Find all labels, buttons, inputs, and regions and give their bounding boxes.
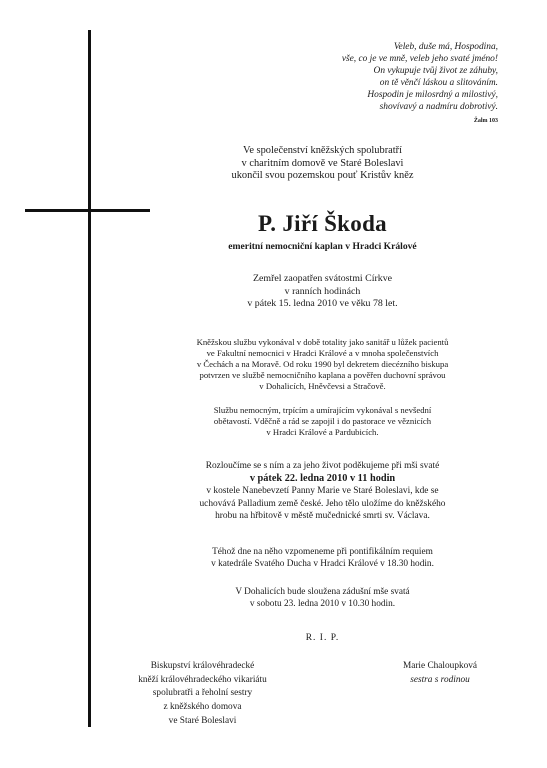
signature-name: Marie Chaloupková [402,661,478,671]
funeral-intro: Rozloučíme se s ním a za jeho život poděkujeme při mši svaté [205,461,440,471]
requiem-notice [120,546,525,571]
psalm-line: Veleb, duše má, Hospodina, [393,42,498,52]
signature-line: ve Staré Boleslavi [168,715,237,726]
funeral-date: v pátek 22. ledna 2010 v 11 hodin [249,472,396,484]
biography-line: Službu nemocným, trpícím a umírajícím vykonával s nevšední [213,405,432,415]
biography-line: potvrzen ve službě nemocničního kaplana a pověřen duchovní správou [199,370,446,381]
psalm-line: vše, co je ve mně, veleb jeho svaté jméno! [341,54,498,65]
memorial-mass-notice [120,586,525,611]
biography-line: v Čechách a na Moravě. Od roku 1990 byl dekretem diecézního biskupa [196,359,449,370]
intro-line: v charitním domově ve Staré Boleslavi [241,157,404,169]
signature-subtitle: sestra s rodinou [410,674,470,685]
psalm-line: shovívavý a nadmíru dobrotivý. [379,102,498,113]
intro-line: ukončil svou pozemskou pouť Kristův kněz [231,170,414,181]
psalm-line: Hospodin je milosrdný a milostivý, [367,90,498,101]
deceased-role: emeritní nemocniční kaplan v Hradci Králové [228,241,417,252]
funeral-line: uchovává Palladium země české. Jeho tělo uložíme do kněžského [199,498,446,509]
rip-text: R. I. P. [305,633,340,643]
cross-vertical-bar [88,30,91,727]
psalm-line: On vykupuje tvůj život ze záhuby, [373,66,498,77]
psalm-quote [198,41,498,127]
biography-line: v Dohalicích, Hněvčevsi a Stračově. [259,381,386,392]
intro-line: Ve společenství kněžských spolubratří [243,145,402,156]
signature-line: spolubratři a řeholní sestry [152,688,253,699]
mass-line: v sobotu 23. ledna 2010 v 10.30 hodin. [249,599,396,610]
biography-paragraph-1 [120,337,525,392]
death-line: v pátek 15. ledna 2010 ve věku 78 let. [247,298,398,310]
funeral-announcement [120,460,525,523]
signature-line: z kněžského domova [163,702,242,713]
psalm-line: on tě věnčí láskou a slitováním. [379,78,498,89]
intro-text [120,145,525,183]
biography-line: v Hradci Králové a Pardubicích. [266,427,379,438]
biography-line: obětavostí. Vděčně a rád se zapojil i do pastorace ve věznicích [213,416,432,427]
death-line: v ranních hodinách [284,285,361,297]
biography-paragraph-2 [120,405,525,438]
signatures-left [130,660,275,729]
requiem-line: v katedrále Svatého Ducha v Hradci Králové v 18.30 hodin. [211,559,434,570]
signatures-right [380,660,500,687]
funeral-line: v kostele Nanebevzetí Panny Marie ve Staré Boleslavi, kde se [206,486,439,496]
funeral-line: hrobu na hřbitově v městě mučednické smrti sv. Václava. [215,511,430,521]
death-line: Zemřel zaopatřen svátostmi Církve [252,273,393,284]
deceased-name: P. Jiří Škoda [258,211,387,236]
signature-line: Biskupství královéhradecké [150,661,255,671]
psalm-reference: Žalm 103 [473,117,498,124]
signature-line: kněží královéhradeckého vikariátu [138,674,267,685]
biography-line: ve Fakultní nemocnici v Hradci Králové a v mnoha společenstvích [206,348,439,359]
biography-line: Kněžskou službu vykonával v době totality jako sanitář u lůžek pacientů [196,337,449,347]
death-notice [120,273,525,311]
mass-line: V Dohalicích bude sloužena zádušní mše svatá [235,587,410,597]
requiem-line: Téhož dne na něho vzpomeneme při pontifikálním requiem [212,547,433,557]
